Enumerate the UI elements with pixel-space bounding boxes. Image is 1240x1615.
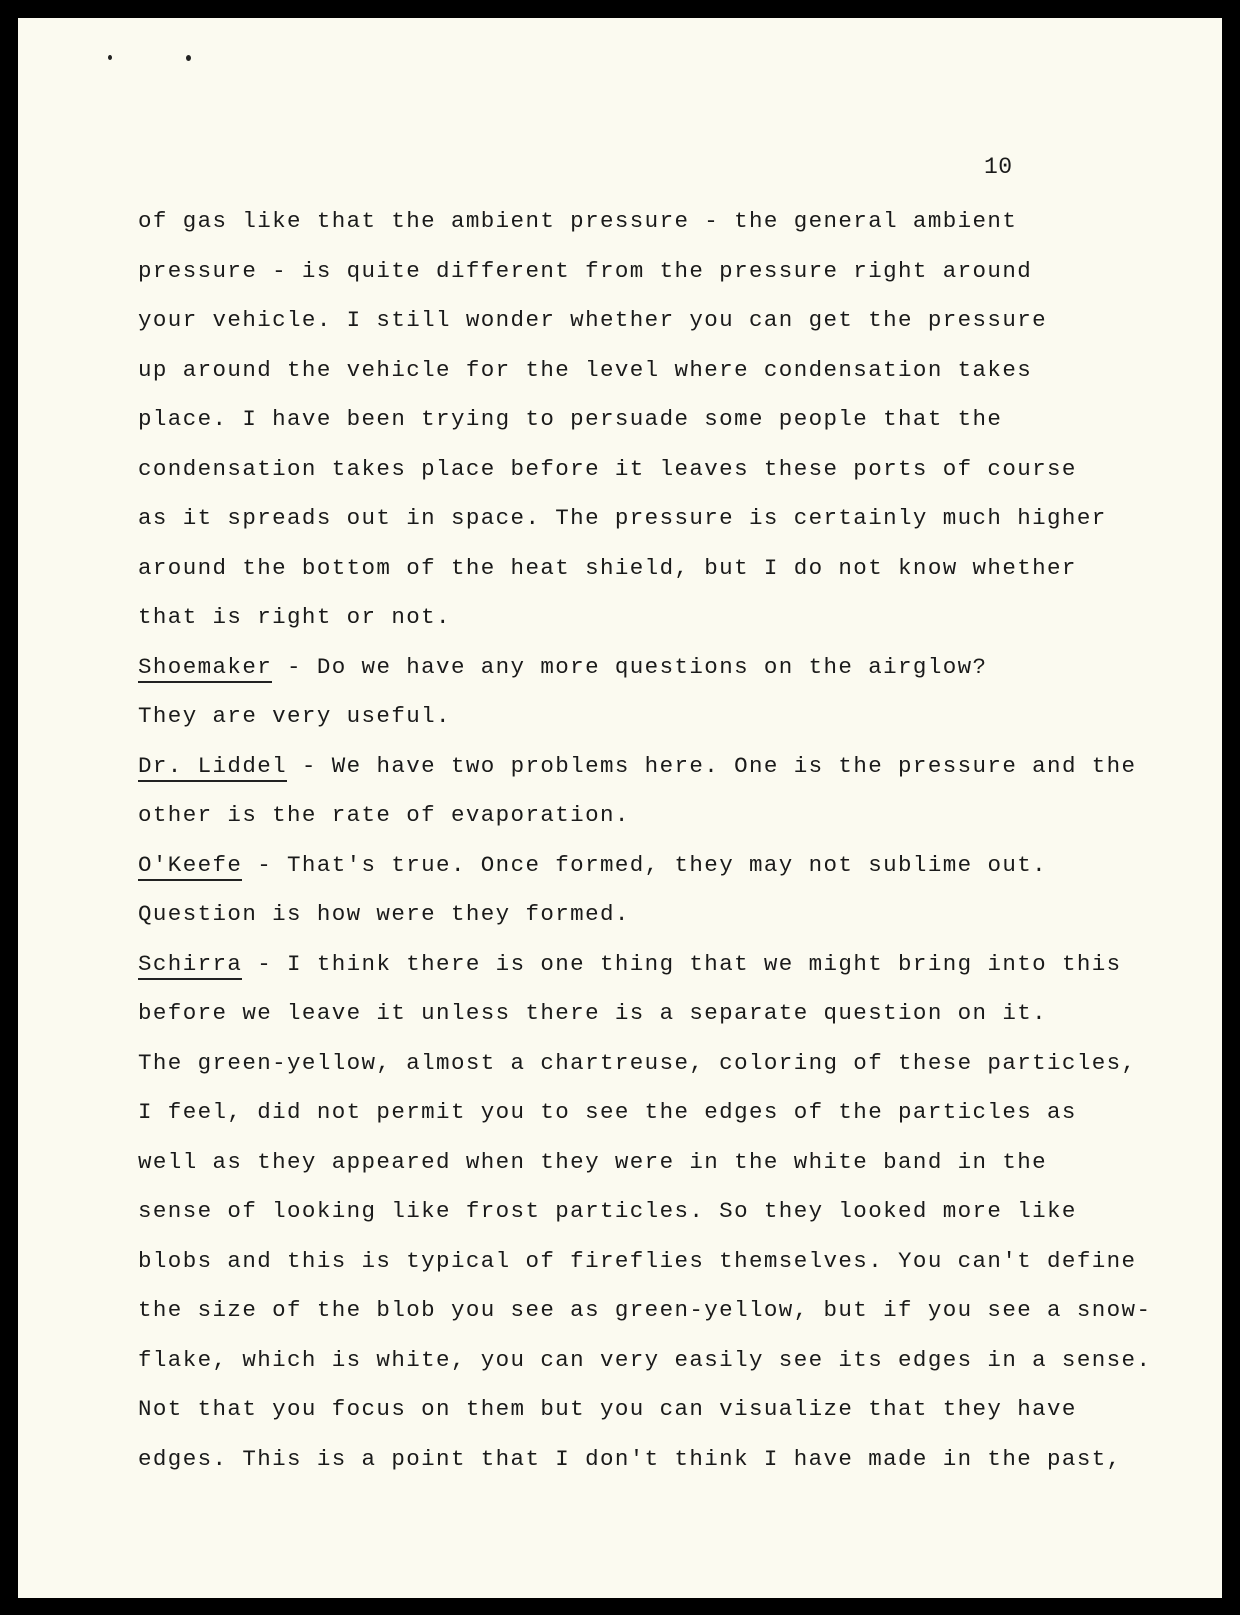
text-line	[138, 1435, 1198, 1485]
speaker-name: Shoemaker	[138, 654, 272, 683]
line-text: Question is how were they formed.	[138, 901, 630, 927]
text-line	[138, 1286, 1198, 1336]
line-text: your vehicle. I still wonder whether you can get the pressure	[138, 307, 1048, 333]
text-line	[138, 494, 1198, 544]
text-line	[138, 692, 1198, 742]
line-text: place. I have been trying to persuade some people that the	[138, 406, 1003, 432]
text-line	[138, 890, 1198, 940]
line-text: - Do we have any more questions on the airglow?	[272, 653, 988, 680]
line-text: up around the vehicle for the level where condensation takes	[138, 356, 1033, 383]
text-line	[138, 197, 1198, 247]
stray-mark	[186, 55, 191, 61]
text-line	[138, 445, 1198, 495]
text-line	[138, 247, 1198, 297]
text-line	[138, 544, 1198, 594]
line-text: - I think there is one thing that we might bring into this	[242, 950, 1122, 977]
line-text: - That's true. Once formed, they may not sublime out.	[242, 851, 1048, 878]
line-text: Not that you focus on them but you can visualize that they have	[138, 1396, 1077, 1422]
text-line	[138, 1385, 1198, 1435]
line-text: The green-yellow, almost a chartreuse, coloring of these particles,	[138, 1049, 1137, 1076]
speaker-line	[138, 643, 1198, 693]
line-text: They are very useful.	[138, 703, 451, 729]
speaker-line	[138, 742, 1198, 792]
document-page	[18, 18, 1222, 1598]
line-text: flake, which is white, you can very easily see its edges in a sense.	[138, 1346, 1152, 1373]
text-line	[138, 1237, 1198, 1287]
speaker-name: Schirra	[138, 951, 242, 980]
text-line	[138, 1138, 1198, 1188]
text-line	[138, 1039, 1198, 1089]
text-line	[138, 346, 1198, 396]
text-line	[138, 1088, 1198, 1138]
line-text: pressure - is quite different from the pressure right around	[138, 257, 1033, 284]
line-text: edges. This is a point that I don't think I have made in the past,	[138, 1445, 1122, 1472]
page-number: 10	[984, 154, 1013, 180]
line-text: other is the rate of evaporation.	[138, 802, 630, 828]
line-text: around the bottom of the heat shield, but I do not know whether	[138, 554, 1077, 581]
line-text: sense of looking like frost particles. So they looked more like	[138, 1198, 1077, 1224]
speaker-name: Dr. Liddel	[138, 753, 287, 782]
speaker-line	[138, 841, 1198, 891]
speaker-line	[138, 940, 1198, 990]
speaker-name: O'Keefe	[138, 852, 242, 881]
line-text: that is right or not.	[138, 604, 451, 630]
line-text: - We have two problems here. One is the pressure and the	[287, 752, 1137, 779]
line-text: condensation takes place before it leaves these ports of course	[138, 455, 1077, 482]
line-text: well as they appeared when they were in the white band in the	[138, 1148, 1048, 1175]
line-text: the size of the blob you see as green-yellow, but if you see a snow-	[138, 1297, 1152, 1323]
stray-mark	[108, 55, 112, 60]
text-line	[138, 395, 1198, 445]
text-line	[138, 989, 1198, 1039]
line-text: of gas like that the ambient pressure - the general ambient	[138, 208, 1018, 234]
text-line	[138, 791, 1198, 841]
line-text: blobs and this is typical of fireflies themselves. You can't define	[138, 1247, 1137, 1274]
line-text: I feel, did not permit you to see the edges of the particles as	[138, 1099, 1077, 1125]
text-line	[138, 593, 1198, 643]
line-text: as it spreads out in space. The pressure is certainly much higher	[138, 505, 1107, 531]
text-line	[138, 296, 1198, 346]
line-text: before we leave it unless there is a separate question on it.	[138, 1000, 1048, 1026]
text-line	[138, 1336, 1198, 1386]
text-line	[138, 1187, 1198, 1237]
transcript-body	[138, 197, 1198, 1484]
